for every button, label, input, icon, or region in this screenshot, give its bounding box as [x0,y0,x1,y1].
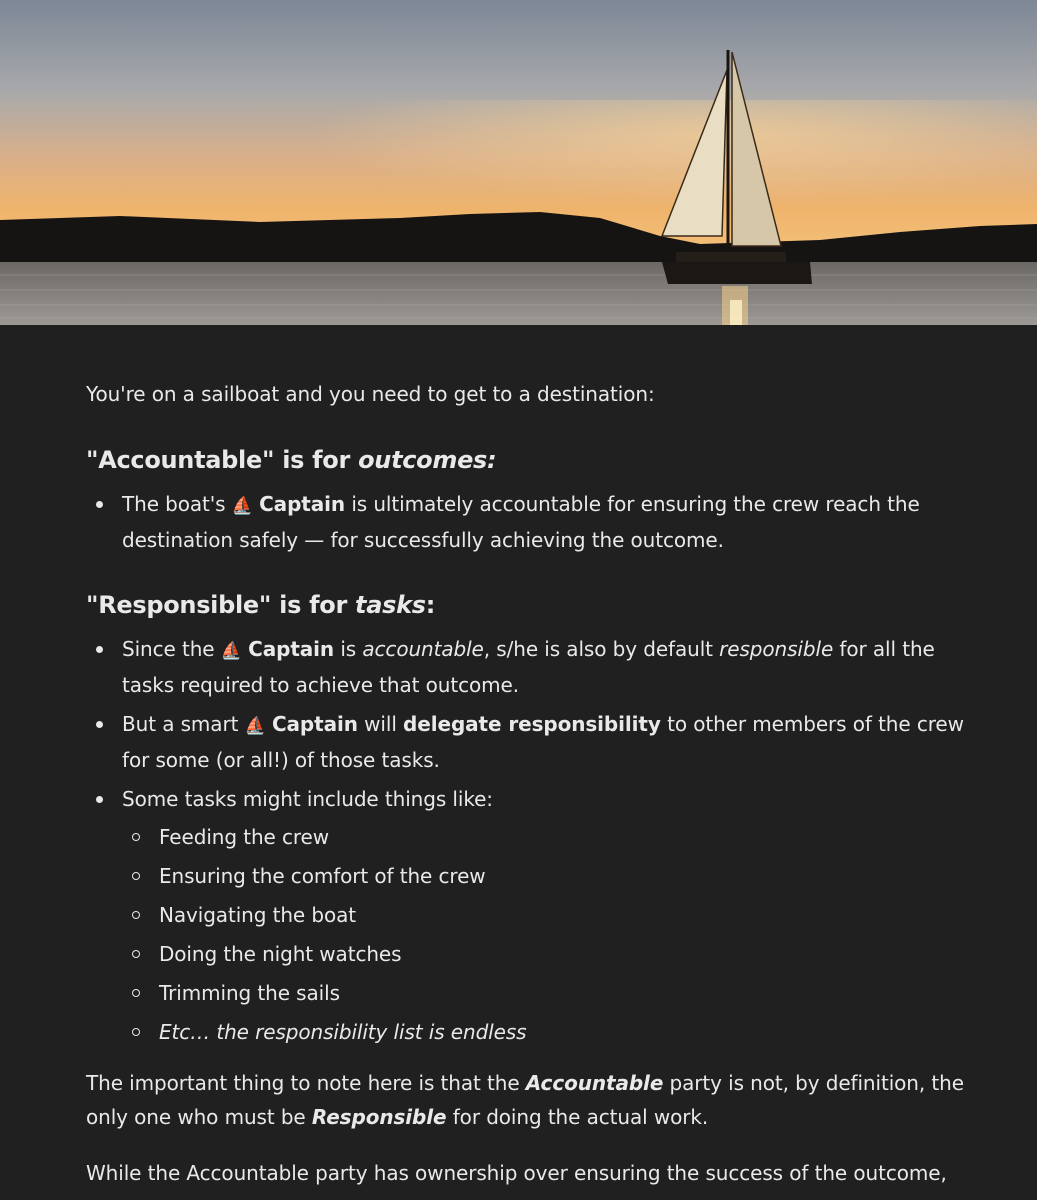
intro-paragraph: You're on a sailboat and you need to get to a destination: [86,382,655,406]
task-item: Feeding the crew [122,820,966,854]
task-list [122,820,966,1049]
list-item: Since the ⛵ Captain is accountable, s/he is also by default responsible for all the tasks required to achieve that outcome. [86,632,966,702]
accountable-list [86,487,966,557]
accountable-heading: "Accountable" is for outcomes: [86,446,497,474]
while-paragraph: While the Accountable party has ownership over ensuring the success of the outcome, [86,1161,947,1185]
list-item: Some tasks might include things like: Feeding the crew Ensuring the comfort of the crew Navigating the boat Doing the night watches Trimming the sails Etc… the responsibility list is endless [86,782,966,1049]
list-item: The boat's ⛵ Captain is ultimately accountable for ensuring the crew reach the destination safely — for successfully achieving the outcome. [86,487,966,557]
task-item: Navigating the boat [122,898,966,932]
task-item: Doing the night watches [122,937,966,971]
task-item: Etc… the responsibility list is endless [122,1015,966,1049]
task-item: Trimming the sails [122,976,966,1010]
sailboat-icon: ⛵ [220,641,242,661]
responsible-list [86,632,966,1054]
responsible-heading: "Responsible" is for tasks: [86,591,436,619]
important-paragraph: The important thing to note here is that the Accountable party is not, by definition, the only one who must be Responsible for doing the actual work. [86,1071,964,1129]
list-item: But a smart ⛵ Captain will delegate responsibility to other members of the crew for some (or all!) of those tasks. [86,707,966,777]
task-item: Ensuring the comfort of the crew [122,859,966,893]
sailboat-icon: ⛵ [231,496,253,516]
sailboat-icon: ⛵ [244,716,266,736]
sailboat-sunset-photo [0,0,1037,325]
